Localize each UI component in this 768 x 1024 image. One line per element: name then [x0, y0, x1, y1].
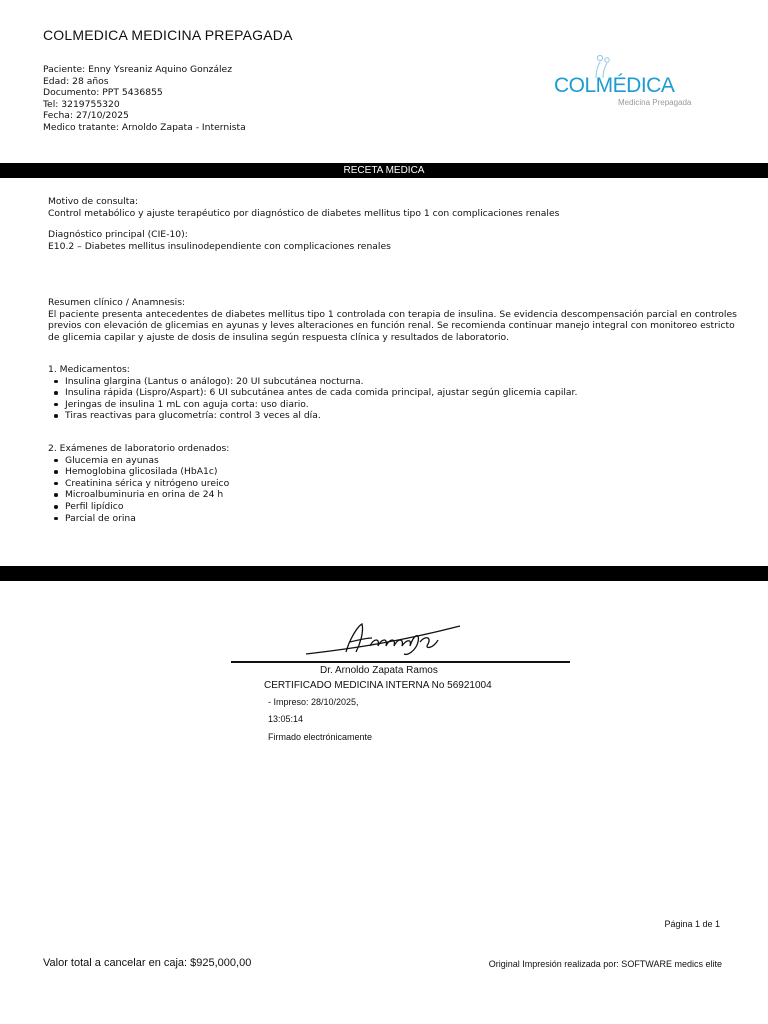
- consult-text: Control metabólico y ajuste terapéutico por diagnóstico de diabetes mellitus tipo 1 con complicaciones renales: [48, 207, 560, 219]
- lab-item: Parcial de orina: [65, 513, 738, 525]
- medication-item: Insulina rápida (Lispro/Aspart): 6 UI subcutánea antes de cada comida principal, ajustar según glicemia capilar.: [65, 387, 738, 399]
- medications-list: [48, 376, 738, 422]
- summary-line: de glicemia capilar y ajuste de dosis de insulina según respuesta clínica y resultados de laboratorio.: [48, 331, 509, 343]
- medication-item: Tiras reactivas para glucometría: control 3 veces al día.: [65, 410, 738, 422]
- printed-time: 13:05:14: [268, 714, 304, 724]
- labs-list: [48, 455, 738, 525]
- signed-electronically: Firmado electrónicamente: [268, 732, 373, 742]
- company-title: COLMEDICA MEDICINA PREPAGADA: [43, 27, 293, 43]
- patient-document: Documento: PPT 5436855: [43, 87, 163, 99]
- print-origin: Original Impresión realizada por: SOFTWARE medics elite: [488, 959, 722, 969]
- consult-label: Motivo de consulta:: [48, 196, 139, 207]
- logo-brand: COLMÉDICA: [554, 74, 675, 97]
- diagnosis-text: E10.2 – Diabetes mellitus insulinodependiente con complicaciones renales: [48, 240, 391, 252]
- medications-section: [48, 364, 738, 422]
- patient-info: [43, 64, 246, 134]
- patient-age: Edad: 28 años: [43, 75, 109, 87]
- diagnosis-label: Diagnóstico principal (CIE-10):: [48, 229, 188, 240]
- summary-section: [48, 297, 738, 343]
- patient-phone: Tel: 3219755320: [43, 98, 120, 110]
- lab-item: Creatinina sérica y nitrógeno ureico: [65, 478, 738, 490]
- lab-item: Perfil lipídico: [65, 501, 738, 513]
- labs-section: [48, 443, 738, 524]
- medication-item: Jeringas de insulina 1 mL con aguja corta: uso diario.: [65, 399, 738, 411]
- lab-item: Glucemia en ayunas: [65, 455, 738, 467]
- lab-item: Hemoglobina glicosilada (HbA1c): [65, 466, 738, 478]
- total-amount: Valor total a cancelar en caja: $925,000,00: [43, 957, 252, 969]
- handwritten-signature: [300, 616, 470, 660]
- summary-line: previos con elevación de glicemias en ayunas y leves alteraciones en función renal. Se recomienda continuar manejo integral con monitoreo estricto: [48, 320, 735, 332]
- section-divider-bar: [0, 566, 768, 581]
- summary-label: Resumen clínico / Anamnesis:: [48, 297, 186, 308]
- signature-line: [231, 661, 570, 663]
- diagnosis-section: [48, 229, 738, 252]
- medications-label: 1. Medicamentos:: [48, 364, 130, 375]
- logo-subtitle: Medicina Prepagada: [618, 98, 692, 107]
- visit-date: Fecha: 27/10/2025: [43, 110, 129, 122]
- page-number: Página 1 de 1: [664, 919, 720, 929]
- lab-item: Microalbuminuria en orina de 24 h: [65, 489, 738, 501]
- treating-doctor: Medico tratante: Arnoldo Zapata - Internista: [43, 121, 246, 133]
- doctor-name: Dr. Arnoldo Zapata Ramos: [320, 665, 438, 676]
- patient-name: Paciente: Enny Ysreaniz Aquino González: [43, 64, 233, 75]
- printed-date: - Impreso: 28/10/2025,: [268, 697, 359, 707]
- summary-line: El paciente presenta antecedentes de diabetes mellitus tipo 1 controlada con terapia de insulina. Se evidencia descompensación parcial en controles: [48, 308, 737, 320]
- medication-item: Insulina glargina (Lantus o análogo): 20 UI subcutánea nocturna.: [65, 376, 738, 388]
- certificate-number: CERTIFICADO MEDICINA INTERNA No 56921004: [264, 680, 492, 691]
- colmedica-logo: [552, 54, 702, 112]
- consult-section: [48, 196, 738, 219]
- labs-label: 2. Exámenes de laboratorio ordenados:: [48, 443, 230, 454]
- prescription-banner: RECETA MEDICA: [0, 163, 768, 178]
